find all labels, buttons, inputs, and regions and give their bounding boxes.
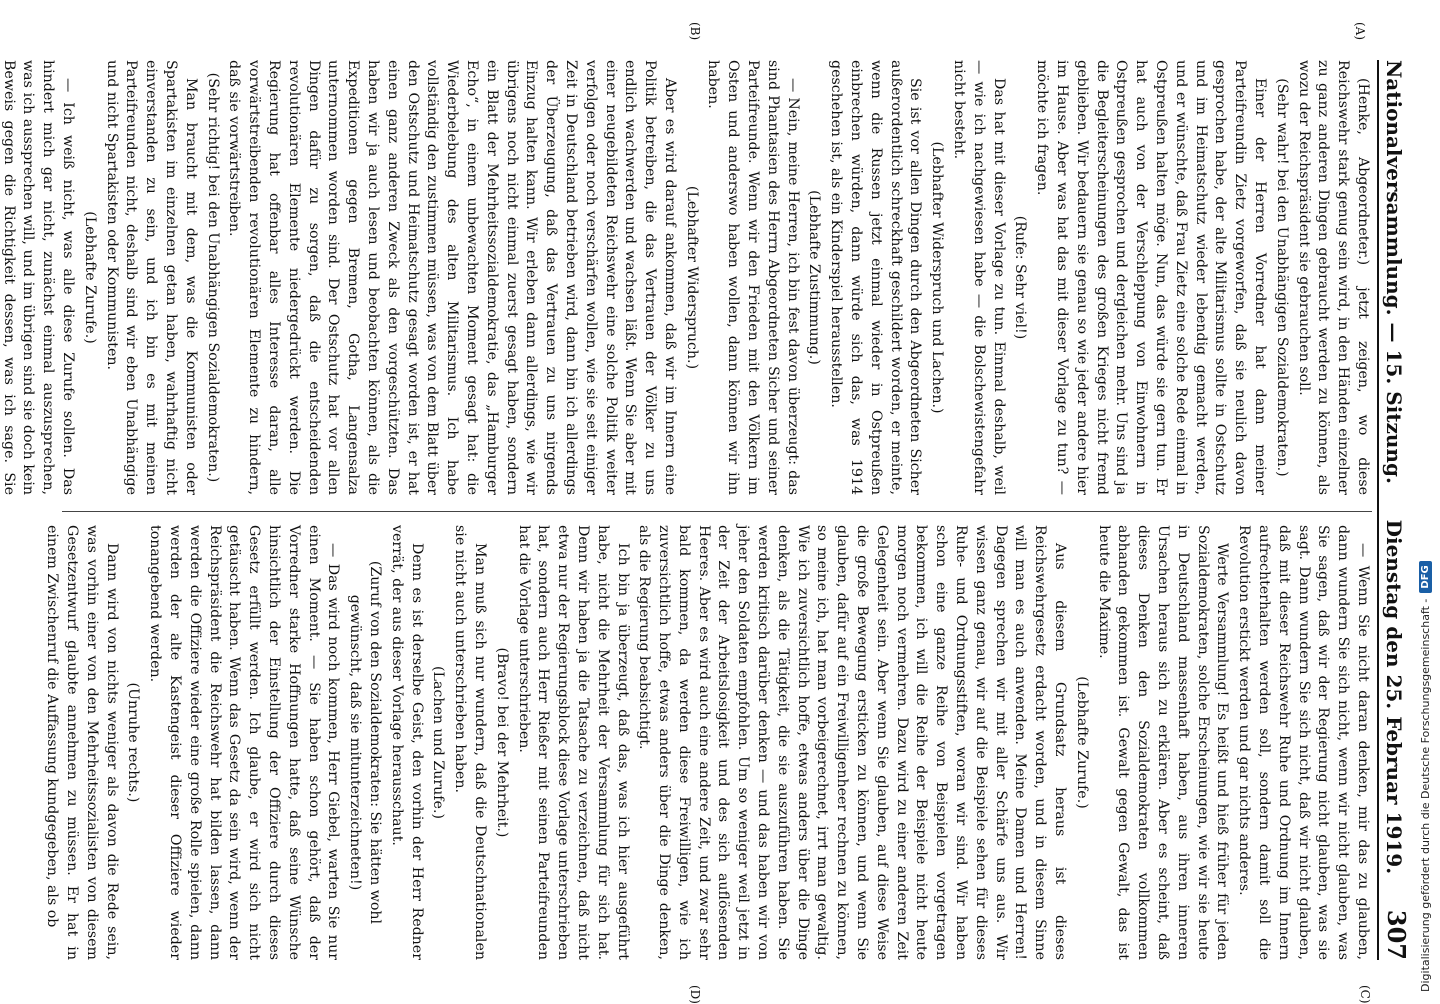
interjection: (Lebhafter Widerspruch.)	[683, 185, 700, 370]
interjection: (Unruhe rechts.)	[125, 682, 142, 803]
paragraph: Dann wird von nichts weniger als davon die Rede sein, was vorhin einer von den Mehrheitssozialisten von diesem Gesetzentwurf glaubte annehmen zu müssen. Er hat in einem Zwischenruf die Auffassung kundgegeben, als ob	[44, 525, 120, 960]
interjection: (Lebhafte Zustimmung.)	[806, 190, 823, 365]
paragraph: Man muß sich nur wundern, daß die Deutschnationalen sie nicht auch unterschrieben haben.	[452, 525, 488, 960]
interjection: (Lebhafte Zurufe.)	[81, 211, 98, 344]
paragraph: Aber es wird darauf ankommen, daß wir im Innern eine Politik betreiben, die das Vertrauen der Völker zu uns endlich wachwerden und wachsen läßt. Wenn Sie aber mit einer neugebildeten Reichswehr eine solche Politik weiter verfolgen oder noch verschärfen wollen, wie sie seit einiger Zeit in Deutschland betrieben wird, dann bin ich allerdings der Überzeugung, daß das Vertrauen zu uns nirgends Einzug halten kann. Wir erleben dann allerdings, wie wir übrigens noch nicht einmal zuerst gesagt haben, sondern ein Blatt der Mehrheitssozialdemokratie, das „Hamburger Echo“, in einem unbewachten Moment gesagt hat: die Wiederbelebung des alten Militarismus. Ich habe vollständig den zustimmen müssen, was von dem Blatt über den Ostschutz und Heimatschutz gesagt worden ist, er hat einen ganz anderen Zweck als den vorgeschützten. Das haben wir ja auch lesen und beobachten können, als die Expeditionen gegen Bremen, Gotha, Langensalza unternommen worden sind. Der Ostschutz hat vor allen Dingen dafür zu sorgen, daß die entscheidenden revolutionären Elemente niedergedrückt werden. Die Regierung hat offenbar alles Interesse daran, alle vorwärtstreibenden revolutionären Elemente zu hindern, daß sie vorwärtstreiben.	[226, 60, 678, 495]
credit-text: Digitalisierung gefördert durch die Deutsche Forschungsgemeinschaft -	[1418, 598, 1432, 992]
dfg-logo: DFG	[1419, 561, 1432, 592]
paragraph: — Nein, meine Herren, ich bin fest davon überzeugt: das sind Phantasien des Herrn Abgeordneten Sicher und seiner Parteifreunde. Wenn wir den Frieden mit den Völkern im Osten und anderswo haben wollen, dann können wir ihn haben.	[705, 60, 801, 495]
page-number: 307	[1382, 909, 1411, 960]
interjection: (Lachen und Zurufe.)	[430, 665, 447, 819]
paragraph: Ich bin ja überzeugt, daß das, was ich hier ausgeführt habe, nicht die Mehrheit der Versammlung für sich hat. Denn wir haben ja die Tatsache zu verzeichnen, daß nicht etwa nur der Regierungsblock diese Vorlage unterschrieben hat, sondern auch Herr Rießer mit seinen Parteifreunden hat die Vorlage unterschrieben.	[515, 525, 631, 960]
interjection: (Sehr richtig! bei den Unabhängigen Sozialdemokraten.)	[204, 72, 221, 483]
paragraph: — Ich weiß nicht, was alle diese Zurufe sollen. Das hindert mich gar nicht, zunächst einmal auszusprechen, was ich aussprechen will, und im übrigen sind sie doch kein Beweis gegen die Richtigkeit dessen, was ich sage. Sie	[0, 60, 76, 495]
interjection: (Sehr wahr! bei den Unabhängigen Sozialdemokraten.)	[1273, 78, 1290, 477]
text-columns	[0, 60, 1372, 960]
paragraph: Sie ist vor allen Dingen durch den Abgeordneten Sicher außerordentlich schreckhaft geschildert worden, er meinte, wenn die Russen jetzt einmal wieder in Ostpreußen einbrechen würden, dann würde sich das, was 1914 geschehen ist, als ein Kinderspiel herausstellen.	[828, 60, 924, 495]
column-divider	[62, 511, 1372, 512]
paragraph: — Das wird noch kommen, Herr Giebel, warten Sie nur einen Moment. — Sie haben schon gehört, daß der Vorredner starke Hoffnungen hatte, daß seine Wünsche hinsichtlich der Einstellung der Offiziere durch dieses Gesetz erfüllt werden. Ich glaube, er wird sich nicht getäuscht haben. Wenn das Gesetz da sein wird, wenn der Reichspräsident die Reichswehr hat bilden lassen, dann werden die Offiziere wieder eine große Rolle spielen, dann werden der alte Kastengeist dieser Offiziere wieder tonangebend werden.	[147, 525, 342, 960]
margin-marker-d: (D)	[688, 985, 702, 1004]
paragraph: Das hat mit dieser Vorlage zu tun. Einmal deshalb, weil — wie ich nachgewiesen habe — die Bolschewistengefahr nicht besteht.	[951, 60, 1007, 495]
paragraph: Man braucht mit dem, was die Kommunisten oder Spartakisten im einzelnen getan haben, wahrhaftig nicht einverstanden zu sein, und ich bin es mit meinen Parteifreunden nicht, deshalb sind wir eben Unabhängige und nicht Spartakisten oder Kommunisten.	[103, 60, 199, 495]
right-column	[44, 525, 1372, 960]
paragraph: (Henke, Abgeordneter.) jetzt zeigen, wo diese Reichswehr stark genug sein wird, in den Händen einzelner zu ganz anderen Dingen gebraucht werden zu können, als wozu der Reichspräsident sie gebrauchen soll.	[1295, 60, 1371, 495]
header-session: Nationalversammlung. — 15. Sitzung.	[1382, 60, 1406, 484]
interjection: (Lebhafter Widerspruch und Lachen.)	[929, 141, 946, 414]
header-date: Dienstag den 25. Februar 1919.	[1382, 519, 1406, 875]
paragraph: — Wenn Sie nicht daran denken, mir das zu glauben, dann wundern Sie sich nicht, wenn wir nicht glauben, was Sie sagen, daß wir der Regierung nicht glauben, was sie sagt. Dann wundern Sie sich nicht, daß wir nicht glauben, daß mit dieser Reichswehr Ruhe und Ordnung im Innern aufrechterhalten werden soll, sondern damit soll die Revolution erstickt werden und gar nichts anderes.	[1236, 525, 1371, 960]
interjection: (Zuruf von den Sozialdemokraten: Sie hätten wohl gewünscht, daß sie mitunterzeichneten!)	[347, 560, 383, 925]
margin-marker-c: (C)	[1358, 985, 1372, 1004]
interjection: (Lebhafte Zurufe.)	[1073, 676, 1090, 809]
left-column	[0, 60, 1372, 495]
digitization-credit	[1404, 8, 1434, 992]
paragraph: Werte Versammlung! Es heißt und hieß früher für jeden Sozialdemokraten, solche Erscheinungen, wie wir sie heute in Deutschland massenhaft haben, aus ihren inneren Ursachen heraus sich zu erklären. Aber es scheint, daß dieses Denken den Sozialdemokraten vollkommen abhanden gekommen ist. Gewalt gegen Gewalt, das ist heute die Maxime.	[1095, 525, 1231, 960]
paragraph: Einer der Herren Vorredner hat dann meiner Parteifreundin Zietz vorgeworfen, daß sie neulich davon gesprochen habe, der alte Militarismus sollte in Ostschutz und im Heimatschutz wieder lebendig gemacht werden, und er wünschte, daß Frau Zietz eine solche Rede einmal in Ostpreußen halten möge. Nun, das würde sie gern tun. Er hat auch von der Verschleppung von Einwohnern in Ostpreußen gesprochen und dergleichen mehr. Uns sind ja die Begleiterscheinungen des großen Krieges nicht fremd geblieben. Wir bedauern sie genau so wie jeder andere hier im Hause. Aber was hat das mit dieser Vorlage zu tun? — möchte ich fragen.	[1034, 60, 1269, 495]
interjection: (Rufe: Sehr viel!)	[1012, 215, 1029, 340]
interjection: (Bravo! bei der Mehrheit.)	[493, 647, 510, 838]
margin-marker-a: (A)	[1353, 22, 1367, 41]
paragraph: Denn es ist derselbe Geist, den vorhin der Herr Redner verrät, der aus dieser Vorlage herausschaut.	[388, 525, 425, 960]
paragraph: Aus diesem Grundsatz heraus ist dieses Reichswehrgesetz erdacht worden, und in diesem Sinne will man es auch anwenden. Meine Damen und Herren! Dagegen sprechen wir mit aller Schärfe uns aus. Wir wissen ganz genau, wir auf die Beispiele sehen für dieses Ruhe- und Ordnungsstiften, woran wir sind. Wir haben schon eine ganze Reihe von Beispielen vorgetragen bekommen, ich will die Reihe der Beispiele nicht heute morgen noch vermehren. Dazu wird zu einer anderen Zeit Gelegenheit sein. Aber wenn Sie glauben, auf diese Weise die große Bewegung ersticken zu können, und wenn Sie glauben, dafür auf ein Freiwilligenheer rechnen zu können, so meine ich, hat man vorbeigerechnet, irrt man gewaltig. Wie ich zuversichtlich hoffe, etwas anders über die Dinge denken, als die Tätigkeit, die sie auszuführen haben. Sie werden kritisch darüber denken — und das haben wir von jeher den Soldaten empfohlen. Um so weniger weil jetzt in der Zeit der Arbeitslosigkeit und des sich auflösenden Heeres. Aber es wird auch eine andere Zeit, und zwar sehr bald kommen, da werden diese Freiwilligen, wie ich zuversichtlich hoffe, etwas anders über die Dinge denken, als die Regierung beabsichtigt.	[636, 525, 1069, 960]
margin-marker-b: (B)	[688, 22, 702, 41]
page-content	[0, 22, 1422, 1004]
